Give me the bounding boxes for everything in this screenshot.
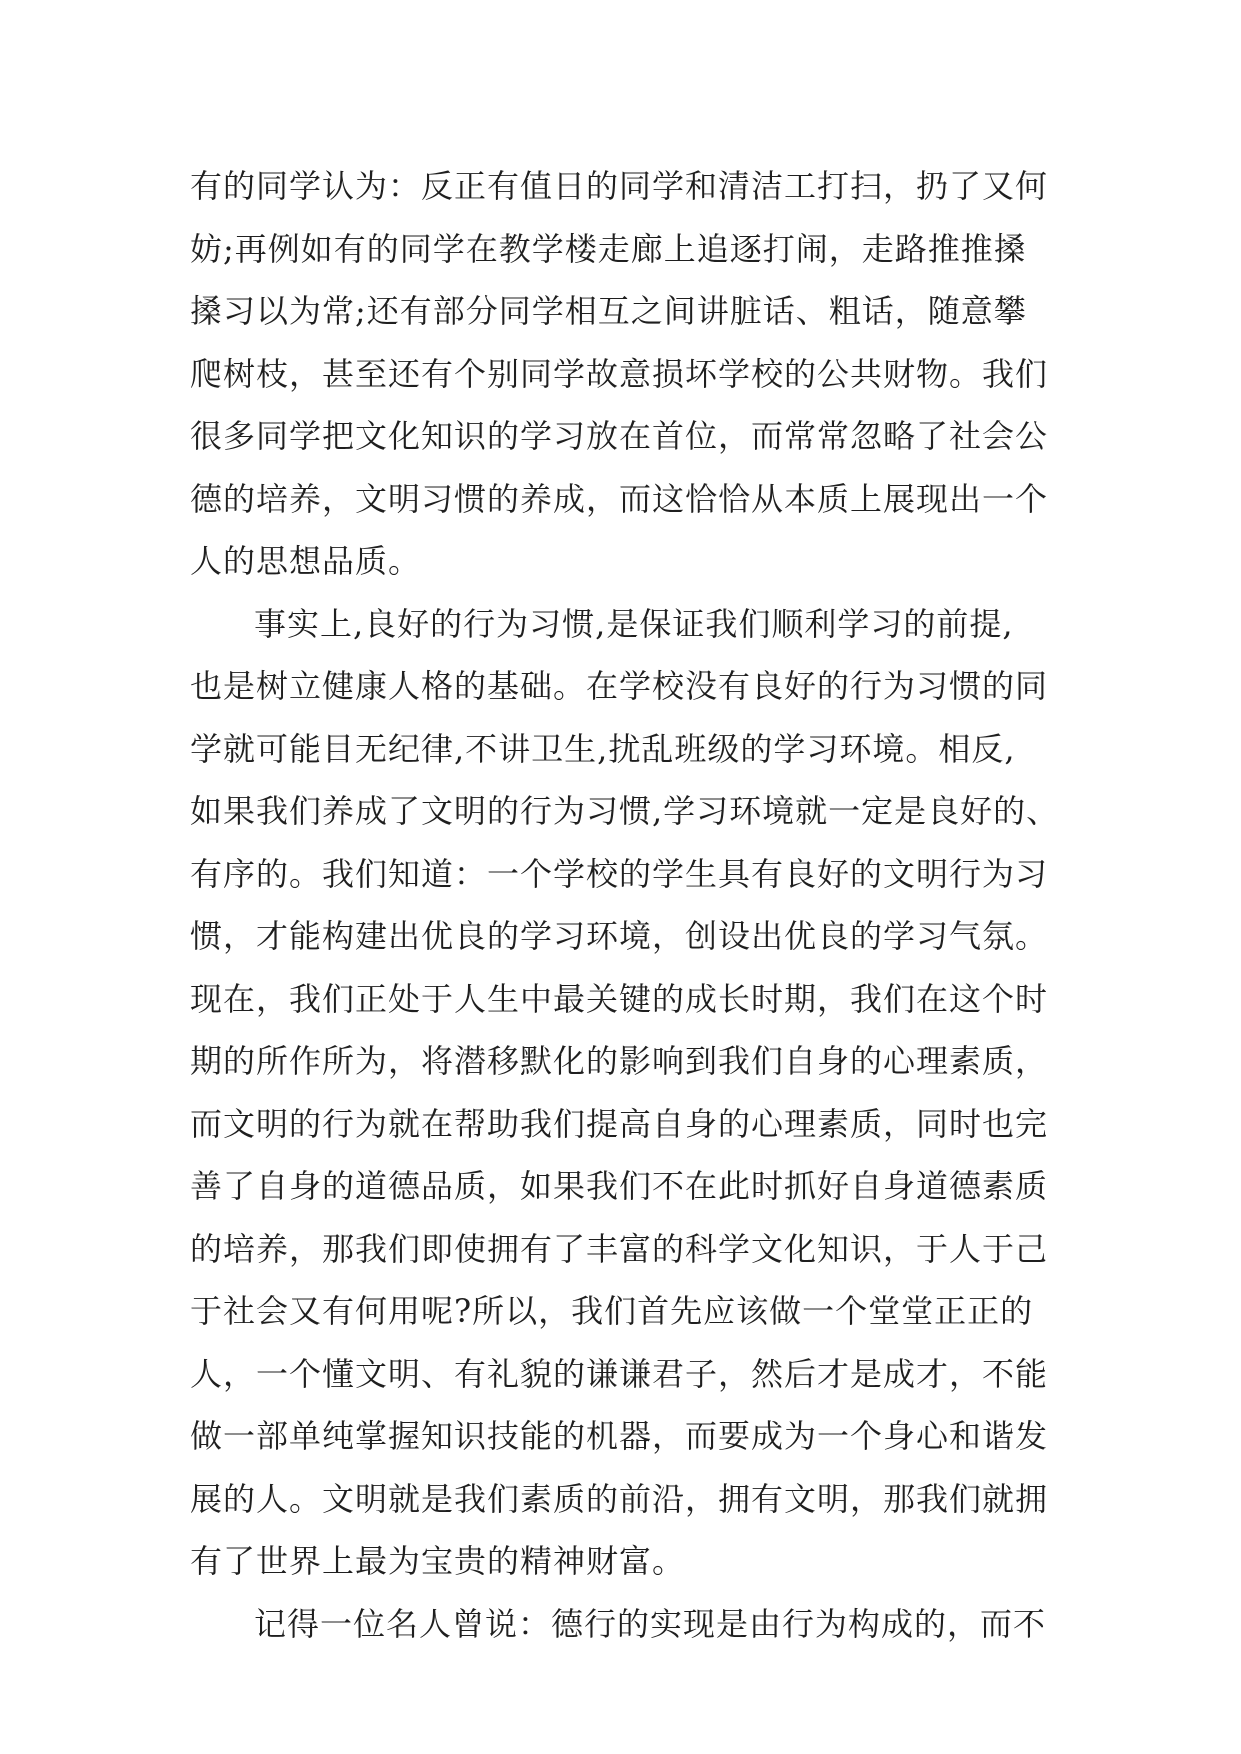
text-line: 搡习以为常;还有部分同学相互之间讲脏话、粗话，随意攀 (190, 292, 1027, 330)
text-line: 很多同学把文化知识的学习放在首位，而常常忽略了社会公 (190, 417, 1049, 455)
paragraph-start-line: 事实上,良好的行为习惯,是保证我们顺利学习的前提, (254, 604, 1014, 643)
text-line: 的培养，那我们即使拥有了丰富的科学文化知识，于人于己 (190, 1229, 1049, 1268)
text-line: 人的思想品质。 (190, 542, 422, 580)
text-line: 而文明的行为就在帮助我们提高自身的心理素质，同时也完 (190, 1104, 1049, 1143)
paragraph-start-line: 记得一位名人曾说：德行的实现是由行为构成的，而不 (254, 1604, 1047, 1643)
text-line: 爬树枝，甚至还有个别同学故意损坏学校的公共财物。我们 (190, 354, 1049, 393)
text-line: 如果我们养成了文明的行为习惯,学习环境就一定是良好的、 (190, 792, 1060, 830)
text-line: 人，一个懂文明、有礼貌的谦谦君子，然后才是成才，不能 (190, 1354, 1049, 1393)
text-line: 也是树立健康人格的基础。在学校没有良好的行为习惯的同 (190, 667, 1049, 705)
text-line: 有序的。我们知道：一个学校的学生具有良好的文明行为习 (190, 854, 1049, 893)
text-line: 惯，才能构建出优良的学习环境，创设出优良的学习气氛。 (190, 917, 1049, 955)
text-line: 展的人。文明就是我们素质的前沿，拥有文明，那我们就拥 (190, 1479, 1049, 1518)
text-line: 学就可能目无纪律,不讲卫生,扰乱班级的学习环境。相反, (190, 729, 1016, 768)
text-line: 妨;再例如有的同学在教学楼走廊上追逐打闹，走路推推搡 (190, 229, 1027, 268)
text-line: 善了自身的道德品质，如果我们不在此时抓好自身道德素质 (190, 1167, 1049, 1205)
text-line: 做一部单纯掌握知识技能的机器，而要成为一个身心和谐发 (190, 1417, 1049, 1455)
text-line: 有的同学认为：反正有值日的同学和清洁工打扫，扔了又何 (190, 167, 1049, 205)
text-line: 期的所作所为，将潜移默化的影响到我们自身的心理素质， (190, 1042, 1049, 1080)
text-line: 于社会又有何用呢?所以，我们首先应该做一个堂堂正正的 (190, 1292, 1034, 1330)
text-line: 有了世界上最为宝贵的精神财富。 (190, 1542, 686, 1580)
body-text (190, 155, 1070, 1655)
text-line: 现在，我们正处于人生中最关键的成长时期，我们在这个时 (190, 979, 1049, 1018)
text-line: 德的培养，文明习惯的养成，而这恰恰从本质上展现出一个 (190, 479, 1049, 518)
